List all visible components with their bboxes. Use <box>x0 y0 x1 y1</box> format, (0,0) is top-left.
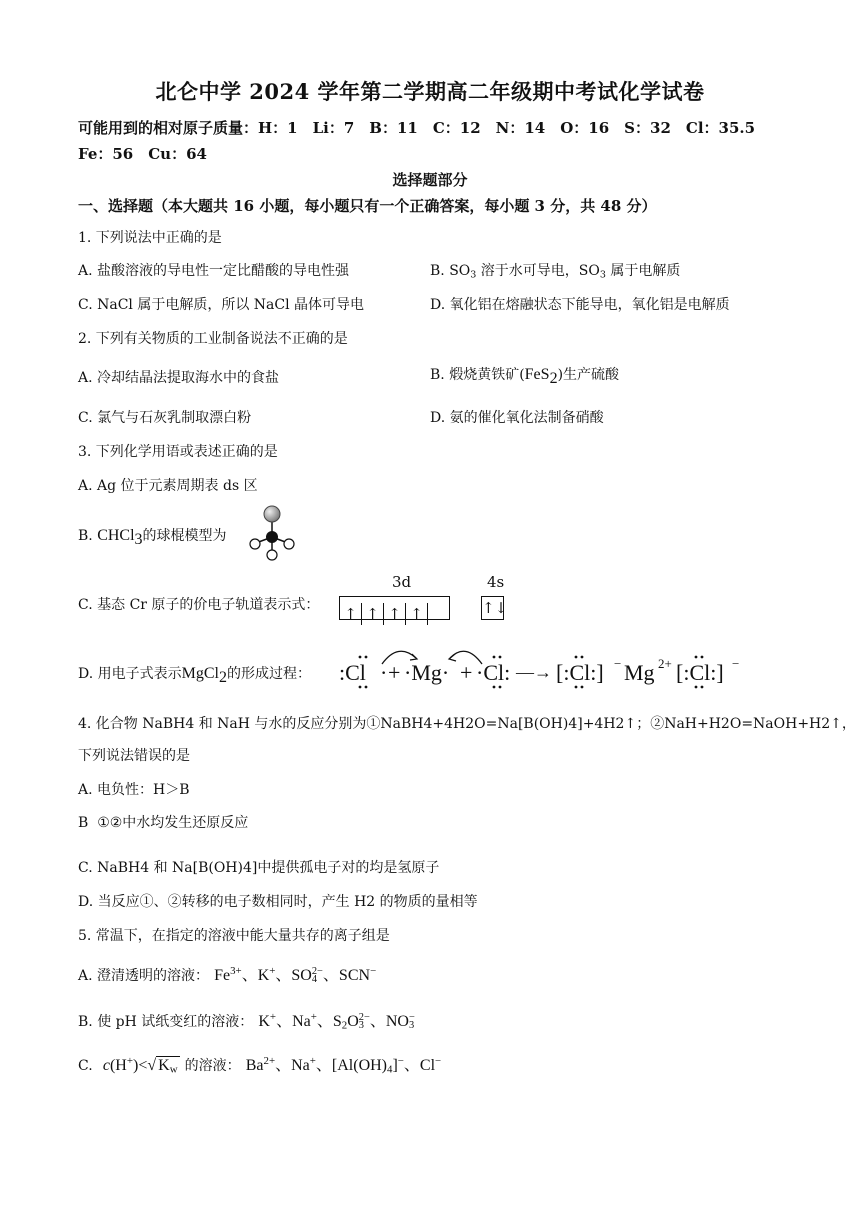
q4-stem-line2: 下列说法错误的是 <box>78 748 190 764</box>
q1-option-b: B. $SO_3$ 溶于水可导电，$SO_3$ 属于电解质 <box>430 263 681 281</box>
q4-option-d: D. 当反应①、②转移的电子数相同时，产生 H2 的物质的量相等 <box>78 894 478 910</box>
q2-option-d: D. 氨的催化氧化法制备硝酸 <box>430 410 604 426</box>
q2-stem: 2. 下列有关物质的工业制备说法不正确的是 <box>78 331 348 347</box>
q2-option-c: C. 氯气与石灰乳制取漂白粉 <box>78 410 252 426</box>
orbital-4s-box: ↑↓ <box>481 596 504 620</box>
q2-option-a: A. 冷却结晶法提取海水中的食盐 <box>78 370 280 386</box>
q1-option-c: C. NaCl 属于电解质，所以 NaCl 晶体可导电 <box>78 297 365 313</box>
svg-text:·: · <box>380 660 388 685</box>
q1-stem: 1. 下列说法中正确的是 <box>78 230 222 246</box>
part1-heading: 一、选择题（本大题共 16 小题，每小题只有一个正确答案，每小题 3 分，共 48 分） <box>78 197 657 215</box>
q4-stem-line1: 4. 化合物 NaBH4 和 NaH 与水的反应分别为①NaBH4+4H2O=Na[B(OH)4]+4H2↑；②NaH+H2O=NaOH+H2↑， <box>78 716 856 732</box>
orbital-3d-label: 3d <box>392 573 412 591</box>
atomic-masses-line1: 可能用到的相对原子质量：H：1 Li：7 B：11 C：12 N：14 O：16 S：32 Cl：35.5 <box>78 119 756 137</box>
q5-option-a: A. 澄清透明的溶液： $Fe^{3+}$、K+、SO 2− 4 、SCN− <box>78 965 377 986</box>
q3-option-b: B. CHCl3的球棍模型为 <box>78 527 227 548</box>
q4-option-c: C. NaBH4 和 Na[B(OH)4]中提供孤电子对的均是氢原子 <box>78 860 440 876</box>
svg-text:—→: —→ <box>516 662 552 682</box>
q5-option-b: B. 使 pH 试纸变红的溶液： K+、Na+、$S_2O$ 2− 3 、NO − 3 <box>78 1011 415 1032</box>
mgcl2-formation-diagram <box>336 640 744 692</box>
q4-option-a: A. 电负性：H＞B <box>78 782 190 798</box>
q2-option-b: B. 煅烧黄铁矿(FeS2)生产硫酸 <box>430 366 620 387</box>
svg-text:−: − <box>732 656 740 671</box>
q5-option-c: C. c(H+)<√ $K_w$ 的溶液： $Ba^{2+}$、Na+、$[Al(OH)_4]^-$、Cl− <box>78 1055 442 1076</box>
section-title: 选择题部分 <box>392 171 468 189</box>
svg-text:+: + <box>388 660 401 685</box>
orbital-3d-boxes: ↑ ↑ ↑ ↑ <box>339 596 450 620</box>
orbital-4s-label: 4s <box>487 573 505 591</box>
atomic-masses-line2: Fe：56 Cu：64 <box>78 145 207 163</box>
q5-stem: 5. 常温下，在指定的溶液中能大量共存的离子组是 <box>78 928 390 944</box>
q3-stem: 3. 下列化学用语或表述正确的是 <box>78 444 278 460</box>
q5a-ions: $Fe^{3+}$、K+、SO 2− 4 、SCN− <box>214 965 377 986</box>
q3-option-c: C. 基态 Cr 原子的价电子轨道表示式： <box>78 597 320 613</box>
svg-text:2+: 2+ <box>658 656 672 671</box>
svg-text:Mg: Mg <box>624 660 655 685</box>
exam-title: 北仑中学 2024 学年第二学期高二年级期中考试化学试卷 <box>155 79 705 104</box>
svg-text:·Cl:: ·Cl: <box>476 660 511 685</box>
svg-text:[:Cl:]: [:Cl:] <box>556 660 604 685</box>
q5c-condition: c(H+)<√ $K_w$ <box>102 1055 178 1076</box>
q1-option-a: A. 盐酸溶液的导电性一定比醋酸的导电性强 <box>78 263 350 279</box>
svg-text:·Mg·: ·Mg· <box>404 660 450 685</box>
q5b-ions: K+、Na+、$S_2O$ 2− 3 、NO − 3 <box>258 1011 415 1032</box>
svg-text:−: − <box>614 656 622 671</box>
svg-text:+: + <box>460 660 473 685</box>
svg-text::Cl: :Cl <box>339 660 366 685</box>
q5c-ions: $Ba^{2+}$、Na+、$[Al(OH)_4]^-$、Cl− <box>245 1055 442 1076</box>
q4-option-b: B ①②中水均发生还原反应 <box>78 815 249 831</box>
q3-option-a: A. Ag 位于元素周期表 ds 区 <box>78 478 258 494</box>
svg-text:[:Cl:]: [:Cl:] <box>676 660 724 685</box>
q3-option-d: D. 用电子式表示MgCl2的形成过程： <box>78 665 311 686</box>
chcl3-ball-stick-model <box>246 503 298 561</box>
q1-option-d: D. 氧化铝在熔融状态下能导电，氧化铝是电解质 <box>430 297 730 313</box>
